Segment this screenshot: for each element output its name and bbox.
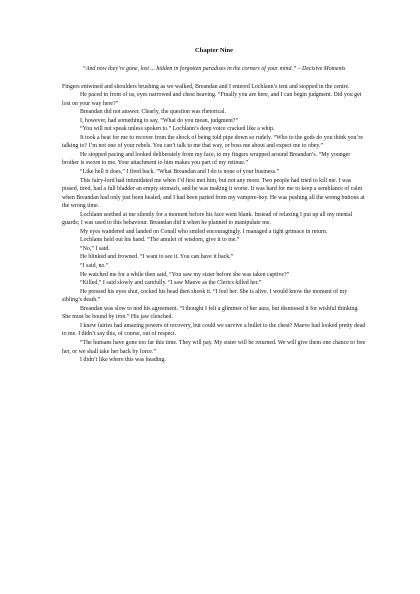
paragraph: “Killed,” I said slowly and carefully. “I saw Maeve as the Clerics killed her.” [80,280,262,287]
paragraph: He watched me for a while then said, “You saw my sister before she was taken captive?” [80,271,290,278]
paragraph: I didn’t like where this was heading. [80,357,166,364]
paragraph: Fingers entwined and shoulders brushing as we walked, Breandan and I entered Lochlann’s tent and stopped in the centre. [62,83,350,90]
paragraph: “I said, no.” [80,263,109,270]
paragraph: Breandan was slow to nod his agreement. “I thought I felt a glimmer of her aura, but dismissed it for wishful thinking. She must be bound by iron.” His jaw clenched. [62,305,359,321]
paragraph: He pressed his eyes shut, cocked his head then shook it. “I feel her. She is alive. I would know the moment of my sibling’s death.” [62,288,348,304]
paragraph: “You will not speak unless spoken to.” Lochlann’s deep voice cracked like a whip. [80,126,275,133]
body-text [62,83,366,365]
paragraph: He stopped pacing and looked deliberately from my face, to my fingers wrapped around Breandan’s. “My younger brother is sworn to me. Your attachment to him makes you part of my retinue.” [62,151,351,167]
chapter-title: Chapter Nine [194,47,234,54]
paragraph: This fairy-lord had intimidated me when I’d first met him, but not any more. Two people had tried to kill me. I was pissed, tired, had a full bladder an empty stomach, and he was making it worse. It was hard for me to keep a semblance of calm when Breandan had only just been healed, and I had been parted from my vampire-boy. He was pushing all the wrong buttons at the wrong time. [62,177,365,210]
paragraph: “No,” I said. [80,245,110,252]
paragraph: “The humans have gone too far this time. They will pay. My sister will be returned. We will give them one chance to free her, or we shall take her back by force.” [62,339,366,355]
paragraph: Lochlann held out his hand. “The amulet of wisdom, give it to me.” [80,237,240,244]
paragraph: I knew fairies had amazing powers of recovery, but could we survive a bullet to the chest? Maeve had looked pretty dead to me. I didn’t say this, of course, out of respect. [62,322,366,338]
paragraph: My eyes wandered and landed on Conall who smiled encouragingly. I managed a tight grimace in return. [80,228,328,235]
epigraph: “And now they’re gone, lost ... hidden in forgotten paradises in the corners of your mind.” – Decisive Moments [82,66,346,72]
paragraph: He blinked and frowned. “I want to see it. You can have it back.” [80,254,234,261]
paragraph: It took a beat for me to recover from the shock of being told pipe down so rudely. “Who to the gods do you think you’re talking to? I’m not one of your rebels. You can’t talk to me that way, or boss me about and expect me to obey.” [62,134,363,150]
document-page [62,46,366,365]
paragraph: “Like hell it does,” I fired back. “What Breandan and I do is none of your business.” [80,169,280,176]
paragraph: Breandan did not answer. Clearly, the question was rhetorical. [80,109,227,116]
paragraph: Lochlann seethed at me silently for a moment before his face went blank. Instead of relaxing I put up all my mental guards; I was used to this behaviour. Breandan did it when he planned to manipulate me. [62,211,353,227]
paragraph: I, however, had something to say, “What do you mean, judgment?” [80,117,239,124]
paragraph: He paced in front of us, eyes narrowed and chest heaving. “Finally you are here, and I can begin judgment. Did you get lost on your way here?” [62,92,362,107]
